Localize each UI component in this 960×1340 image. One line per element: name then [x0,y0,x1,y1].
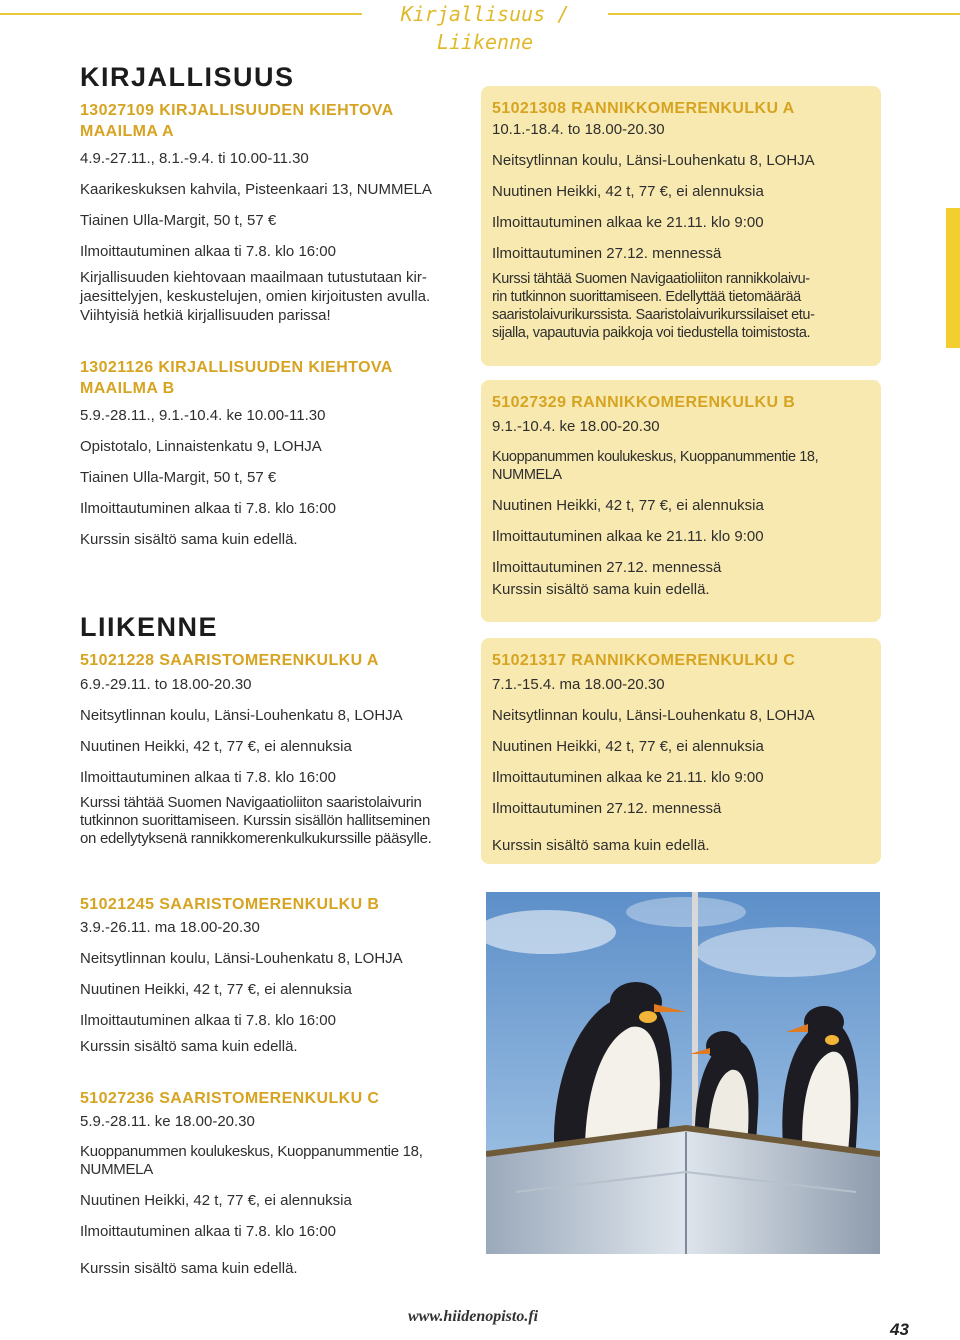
section-heading-liikenne: LIIKENNE [80,612,219,642]
page-number: 43 [890,1320,909,1339]
desc-line: Kirjallisuuden kiehtovaan maailmaan tutustutaan kir- [80,269,427,286]
course-teacher: Nuutinen Heikki, 42 t, 77 €, ei alennuksia [492,497,764,514]
course-title: 51021308 RANNIKKOMERENKULKU A [492,100,795,117]
kirjallisuus-section [80,62,480,549]
course-title: 51027236 SAARISTOMERENKULKU C [80,1090,380,1107]
course-note: Kurssin sisältö sama kuin edellä. [80,531,298,548]
course-title-cont: MAAILMA A [80,123,174,140]
course-place: Neitsytlinnan koulu, Länsi-Louhenkatu 8, LOHJA [80,950,403,967]
course-dates: 4.9.-27.11., 8.1.-9.4. ti 10.00-11.30 [80,150,309,167]
header-rule-left [0,13,362,15]
desc-line: rin tutkinnon suorittamiseen. Edellyttää tietomäärää [492,289,801,305]
course-13027109 [80,100,480,325]
course-place: Neitsytlinnan koulu, Länsi-Louhenkatu 8, LOHJA [492,152,815,169]
course-description [80,794,480,848]
course-registration: Ilmoittautuminen alkaa ke 21.11. klo 9:00 [492,769,764,786]
place-line: NUMMELA [492,467,562,483]
desc-line: on edellytyksenä rannikkomerenkulkukurssille pääsylle. [80,830,432,847]
header-rule-right [608,13,960,15]
course-dates: 7.1.-15.4. ma 18.00-20.30 [492,676,665,693]
course-title: 51021228 SAARISTOMERENKULKU A [80,652,379,669]
course-title: 51027329 RANNIKKOMERENKULKU B [492,394,796,411]
course-teacher: Nuutinen Heikki, 42 t, 77 €, ei alennuksia [492,738,764,755]
course-deadline: Ilmoittautuminen 27.12. mennessä [492,245,722,262]
course-dates: 3.9.-26.11. ma 18.00-20.30 [80,919,260,936]
course-dates: 10.1.-18.4. to 18.00-20.30 [492,121,665,138]
course-title: 13027109 KIRJALLISUUDEN KIEHTOVA [80,102,394,119]
course-dates: 6.9.-29.11. to 18.00-20.30 [80,676,252,693]
course-51027236 [80,1088,480,1278]
course-13021126 [80,357,480,549]
desc-line: Kurssi tähtää Suomen Navigaatioliiton rannikkolaivu- [492,271,810,287]
course-registration: Ilmoittautuminen alkaa ke 21.11. klo 9:00 [492,528,764,545]
course-note: Kurssin sisältö sama kuin edellä. [492,581,710,598]
course-dates: 5.9.-28.11. ke 18.00-20.30 [80,1113,255,1130]
course-title: 13021126 KIRJALLISUUDEN KIEHTOVA [80,359,393,376]
page-section-title: Kirjallisuus / Liikenne [400,2,570,54]
course-title: 51021245 SAARISTOMERENKULKU B [80,896,380,913]
penguin-boat-photo [486,892,880,1254]
course-place: Opistotalo, Linnaistenkatu 9, LOHJA [80,438,322,455]
course-place: Neitsytlinnan koulu, Länsi-Louhenkatu 8, LOHJA [492,707,815,724]
course-teacher: Nuutinen Heikki, 42 t, 77 €, ei alennuksia [80,1192,352,1209]
course-box-51027329 [481,380,881,622]
course-deadline: Ilmoittautuminen 27.12. mennessä [492,559,722,576]
course-dates: 9.1.-10.4. ke 18.00-20.30 [492,418,660,435]
desc-line: Kurssi tähtää Suomen Navigaatioliiton saaristolaivurin [80,794,422,811]
course-note: Kurssin sisältö sama kuin edellä. [80,1038,298,1055]
course-description [492,270,870,342]
place-line: NUMMELA [80,1161,153,1178]
course-teacher: Nuutinen Heikki, 42 t, 77 €, ei alennuksia [492,183,764,200]
desc-line: Viihtyisiä hetkiä kirjallisuuden parissa! [80,307,331,324]
course-box-51021308 [481,86,881,366]
desc-line: saaristolaivurikurssista. Saaristolaivurikurssilaiset etu- [492,307,815,323]
section-heading-kirjallisuus: KIRJALLISUUS [80,62,295,92]
course-teacher: Tiainen Ulla-Margit, 50 t, 57 € [80,212,277,229]
course-title: 51021317 RANNIKKOMERENKULKU C [492,652,796,669]
course-place [80,1143,480,1179]
course-place: Kaarikeskuksen kahvila, Pisteenkaari 13, NUMMELA [80,181,432,198]
place-line: Kuoppanummen koulukeskus, Kuoppanummentie 18, [492,449,819,465]
desc-line: sijalla, vapautuvia paikkoja voi tiedustella toimistosta. [492,325,811,341]
desc-line: tutkinnon suorittamiseen. Kurssin sisällön hallitseminen [80,812,431,829]
course-51021245 [80,894,480,1056]
footer-url-link[interactable]: www.hiidenopisto.fi [408,1308,539,1325]
course-registration: Ilmoittautuminen alkaa ti 7.8. klo 16:00 [80,243,336,260]
course-note: Kurssin sisältö sama kuin edellä. [80,1260,298,1277]
course-title-cont: MAAILMA B [80,380,175,397]
course-teacher: Nuutinen Heikki, 42 t, 77 €, ei alennuksia [80,981,352,998]
liikenne-section [80,612,480,848]
course-teacher: Nuutinen Heikki, 42 t, 77 €, ei alennuksia [80,738,352,755]
course-description [80,268,480,325]
place-line: Kuoppanummen koulukeskus, Kuoppanummentie 18, [80,1143,423,1160]
course-deadline: Ilmoittautuminen 27.12. mennessä [492,800,722,817]
course-registration: Ilmoittautuminen alkaa ti 7.8. klo 16:00 [80,769,336,786]
course-box-51021317 [481,638,881,864]
course-note: Kurssin sisältö sama kuin edellä. [492,837,710,854]
course-51021228 [80,650,480,848]
course-dates: 5.9.-28.11., 9.1.-10.4. ke 10.00-11.30 [80,407,326,424]
side-tab-marker [946,208,960,348]
course-registration: Ilmoittautuminen alkaa ti 7.8. klo 16:00 [80,1012,336,1029]
course-teacher: Tiainen Ulla-Margit, 50 t, 57 € [80,469,277,486]
course-place: Neitsytlinnan koulu, Länsi-Louhenkatu 8, LOHJA [80,707,403,724]
course-registration: Ilmoittautuminen alkaa ti 7.8. klo 16:00 [80,500,336,517]
course-registration: Ilmoittautuminen alkaa ti 7.8. klo 16:00 [80,1223,336,1240]
course-registration: Ilmoittautuminen alkaa ke 21.11. klo 9:00 [492,214,764,231]
desc-line: jaesittelyjen, keskustelujen, omien kirjoitusten avulla. [80,288,431,305]
course-place [492,448,870,484]
